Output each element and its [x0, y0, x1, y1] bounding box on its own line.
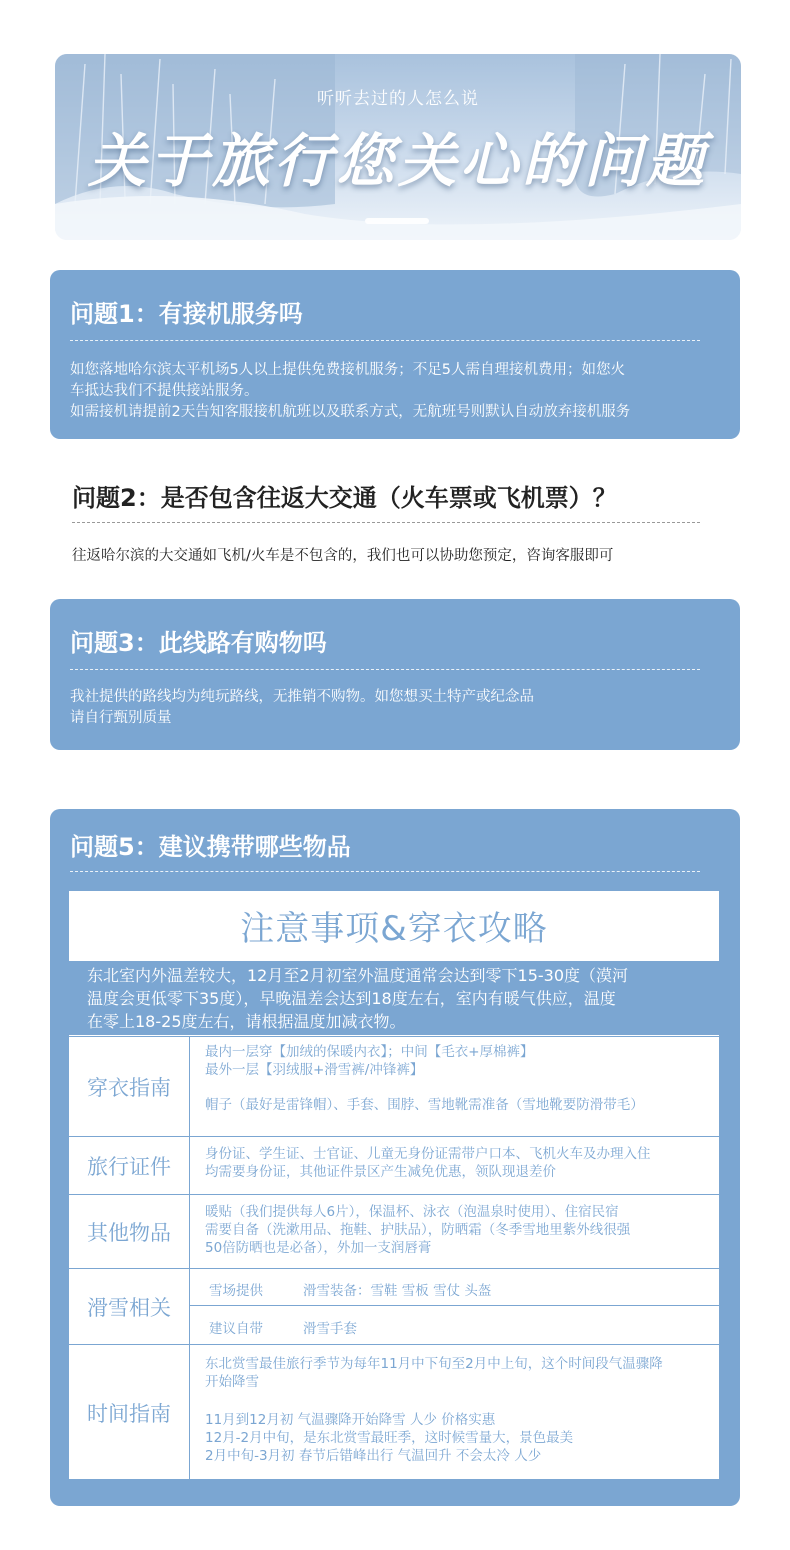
row-line: 帽子（最好是雷锋帽）、手套、围脖、雪地靴需准备（雪地靴要防滑带毛） [205, 1097, 644, 1113]
row-text [205, 1043, 705, 1114]
faq-q3-title: 问题3：此线路有购物吗 [70, 629, 327, 657]
banner-decor-bar [365, 218, 429, 224]
ski-bring-label: 建议自带 [209, 1321, 263, 1337]
row-line: 开始降雪 [205, 1374, 259, 1390]
row-label: 其他物品 [69, 1195, 190, 1268]
row-label: 穿衣指南 [69, 1037, 190, 1136]
faq-card-q5 [50, 809, 740, 1506]
tips-title: 注意事项&穿衣攻略 [240, 909, 548, 949]
row-line: 2月中旬-3月初 春节后错峰出行 气温回升 不会太冷 人少 [205, 1448, 542, 1464]
row-line: 需要自备（洗漱用品、拖鞋、护肤品），防晒霜（冬季雪地里紫外线很强 [205, 1222, 631, 1238]
answer-line: 我社提供的路线均为纯玩路线，无推销不购物。如您想买土特产或纪念品 [70, 689, 534, 705]
row-label: 时间指南 [69, 1345, 190, 1480]
faq-q1-title: 问题1：有接机服务吗 [70, 300, 303, 328]
answer-line: 请自行甄别质量 [70, 710, 172, 726]
tips-table [69, 891, 719, 1479]
row-text [205, 1355, 705, 1465]
row-line: 最外一层【羽绒服+滑雪裤/冲锋裤】 [205, 1062, 424, 1078]
row-line: 50倍防晒也是必备），外加一支润唇膏 [205, 1240, 432, 1256]
divider [72, 522, 700, 523]
row-label: 滑雪相关 [69, 1269, 190, 1344]
row-line: 东北赏雪最佳旅行季节为每年11月中下旬至2月中上旬，这个时间段气温骤降 [205, 1356, 663, 1372]
faq-q5-title: 问题5：建议携带哪些物品 [70, 833, 351, 861]
faq-card-q1 [50, 270, 740, 439]
row-line: 身份证、学生证、士官证、儿童无身份证需带户口本、飞机火车及办理入住 [205, 1146, 651, 1162]
notice-line: 在零上18-25度左右，请根据温度加减衣物。 [87, 1012, 406, 1031]
faq-q2-title: 问题2：是否包含往返大交通（火车票或飞机票）？ [72, 484, 617, 512]
answer-line: 如您落地哈尔滨太平机场5人以上提供免费接机服务；不足5人需自理接机费用；如您火 [70, 362, 625, 378]
table-row-time-guide [69, 1344, 719, 1480]
answer-line: 车抵达我们不提供接站服务。 [70, 383, 259, 399]
faq-card-q3 [50, 599, 740, 750]
divider [189, 1305, 719, 1306]
notice-line: 温度会更低零下35度），早晚温差会达到18度左右，室内有暖气供应，温度 [87, 989, 616, 1008]
row-text [205, 1203, 705, 1257]
banner-title: 关于旅行您关心的问题 [87, 127, 708, 195]
faq-q3-answer [70, 687, 710, 729]
notice-box [69, 961, 719, 1035]
divider [70, 871, 700, 872]
row-text [205, 1145, 705, 1181]
faq-q2-answer: 往返哈尔滨的大交通如飞机/火车是不包含的，我们也可以协助您预定，咨询客服即可 [72, 548, 614, 564]
row-line: 均需要身份证，其他证件景区产生减免优惠，领队现退差价 [205, 1164, 556, 1180]
table-row-clothing [69, 1036, 719, 1136]
row-line: 11月到12月初 气温骤降开始降雪 人少 价格实惠 [205, 1412, 496, 1428]
row-line: 最内一层穿【加绒的保暖内衣】；中间【毛衣+厚棉裤】 [205, 1044, 534, 1060]
banner-subtitle: 听听去过的人怎么说 [317, 89, 479, 109]
ski-provided-items: 滑雪装备：雪鞋 雪板 雪仗 头盔 [303, 1283, 492, 1299]
faq-q1-answer [70, 360, 710, 423]
banner [55, 54, 741, 240]
notice-text [87, 964, 701, 1033]
row-line: 12月-2月中旬，是东北赏雪最旺季，这时候雪量大，景色最美 [205, 1430, 574, 1446]
row-label: 旅行证件 [69, 1137, 190, 1194]
answer-line: 如需接机请提前2天告知客服接机航班以及联系方式，无航班号则默认自动放弃接机服务 [70, 404, 631, 420]
table-row-ski [69, 1268, 719, 1344]
table-row-documents [69, 1136, 719, 1194]
table-row-other-items [69, 1194, 719, 1268]
ski-bring-items: 滑雪手套 [303, 1321, 357, 1337]
divider [70, 340, 700, 341]
divider [70, 669, 700, 670]
row-line: 暖贴（我们提供每人6片），保温杯、泳衣（泡温泉时使用）、住宿民宿 [205, 1204, 619, 1220]
ski-provided-label: 雪场提供 [209, 1283, 263, 1299]
notice-line: 东北室内外温差较大，12月至2月初室外温度通常会达到零下15-30度（漠河 [87, 966, 629, 985]
